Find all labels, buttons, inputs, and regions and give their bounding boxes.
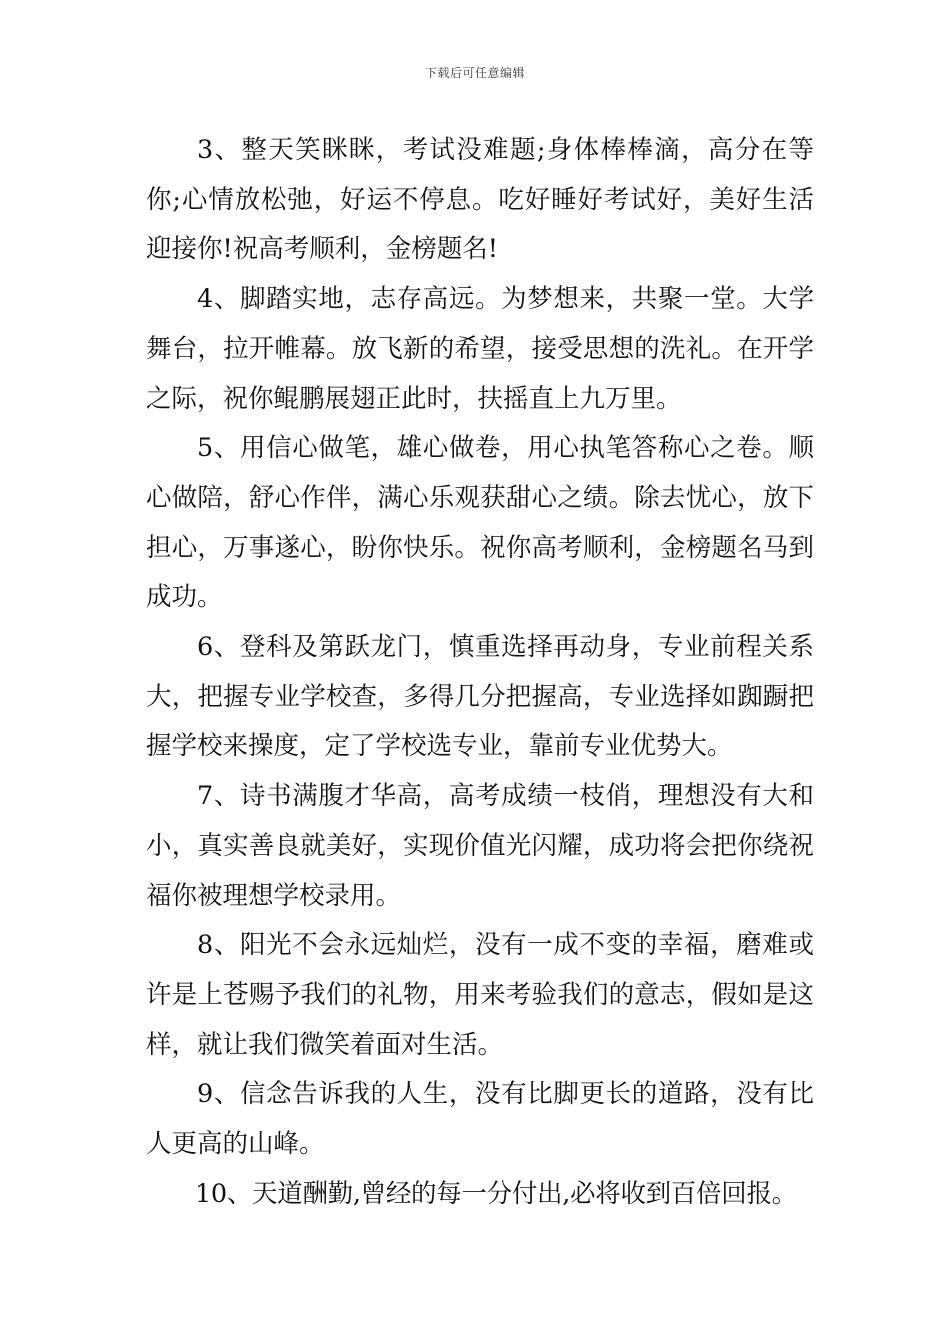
paragraph-9: 9、信念告诉我的人生，没有比脚更长的道路，没有比人更高的山峰。 (146, 1079, 814, 1160)
paragraph-6: 6、登科及第跃龙门，慎重选择再动身，专业前程关系大，把握专业学校查，多得几分把握高，专业选择如踟蹰把握学校来操度，定了学校选专业，靠前专业优势大。 (146, 632, 814, 762)
paragraph-5: 5、用信心做笔，雄心做卷，用心执笔答称心之卷。顺心做陪，舒心作伴，满心乐观获甜心之绩。除去忧心，放下担心，万事遂心，盼你快乐。祝你高考顺利，金榜题名马到成功。 (146, 433, 814, 613)
paragraph-10: 10、天道酬勤,曾经的每一分付出,必将收到百倍回报。 (195, 1178, 797, 1209)
page-header: 下载后可任意编辑 (424, 66, 525, 80)
paragraph-4: 4、脚踏实地，志存高远。为梦想来，共聚一堂。大学舞台，拉开帷幕。放飞新的希望，接受思想的洗礼。在开学之际，祝你鲲鹏展翅正此时，扶摇直上九万里。 (146, 284, 814, 414)
paragraph-3: 3、整天笑眯眯，考试没难题;身体棒棒滴，高分在等你;心情放松弛，好运不停息。吃好睡好考试好，美好生活迎接你!祝高考顺利，金榜题名! (146, 135, 814, 265)
paragraph-8: 8、阳光不会永远灿烂，没有一成不变的幸福，磨难或许是上苍赐予我们的礼物，用来考验我们的意志，假如是这样，就让我们微笑着面对生活。 (146, 930, 814, 1060)
paragraph-7: 7、诗书满腹才华高，高考成绩一枝俏，理想没有大和小，真实善良就美好，实现价值光闪耀，成功将会把你绕祝福你被理想学校录用。 (146, 781, 814, 911)
document-body (146, 126, 814, 1219)
